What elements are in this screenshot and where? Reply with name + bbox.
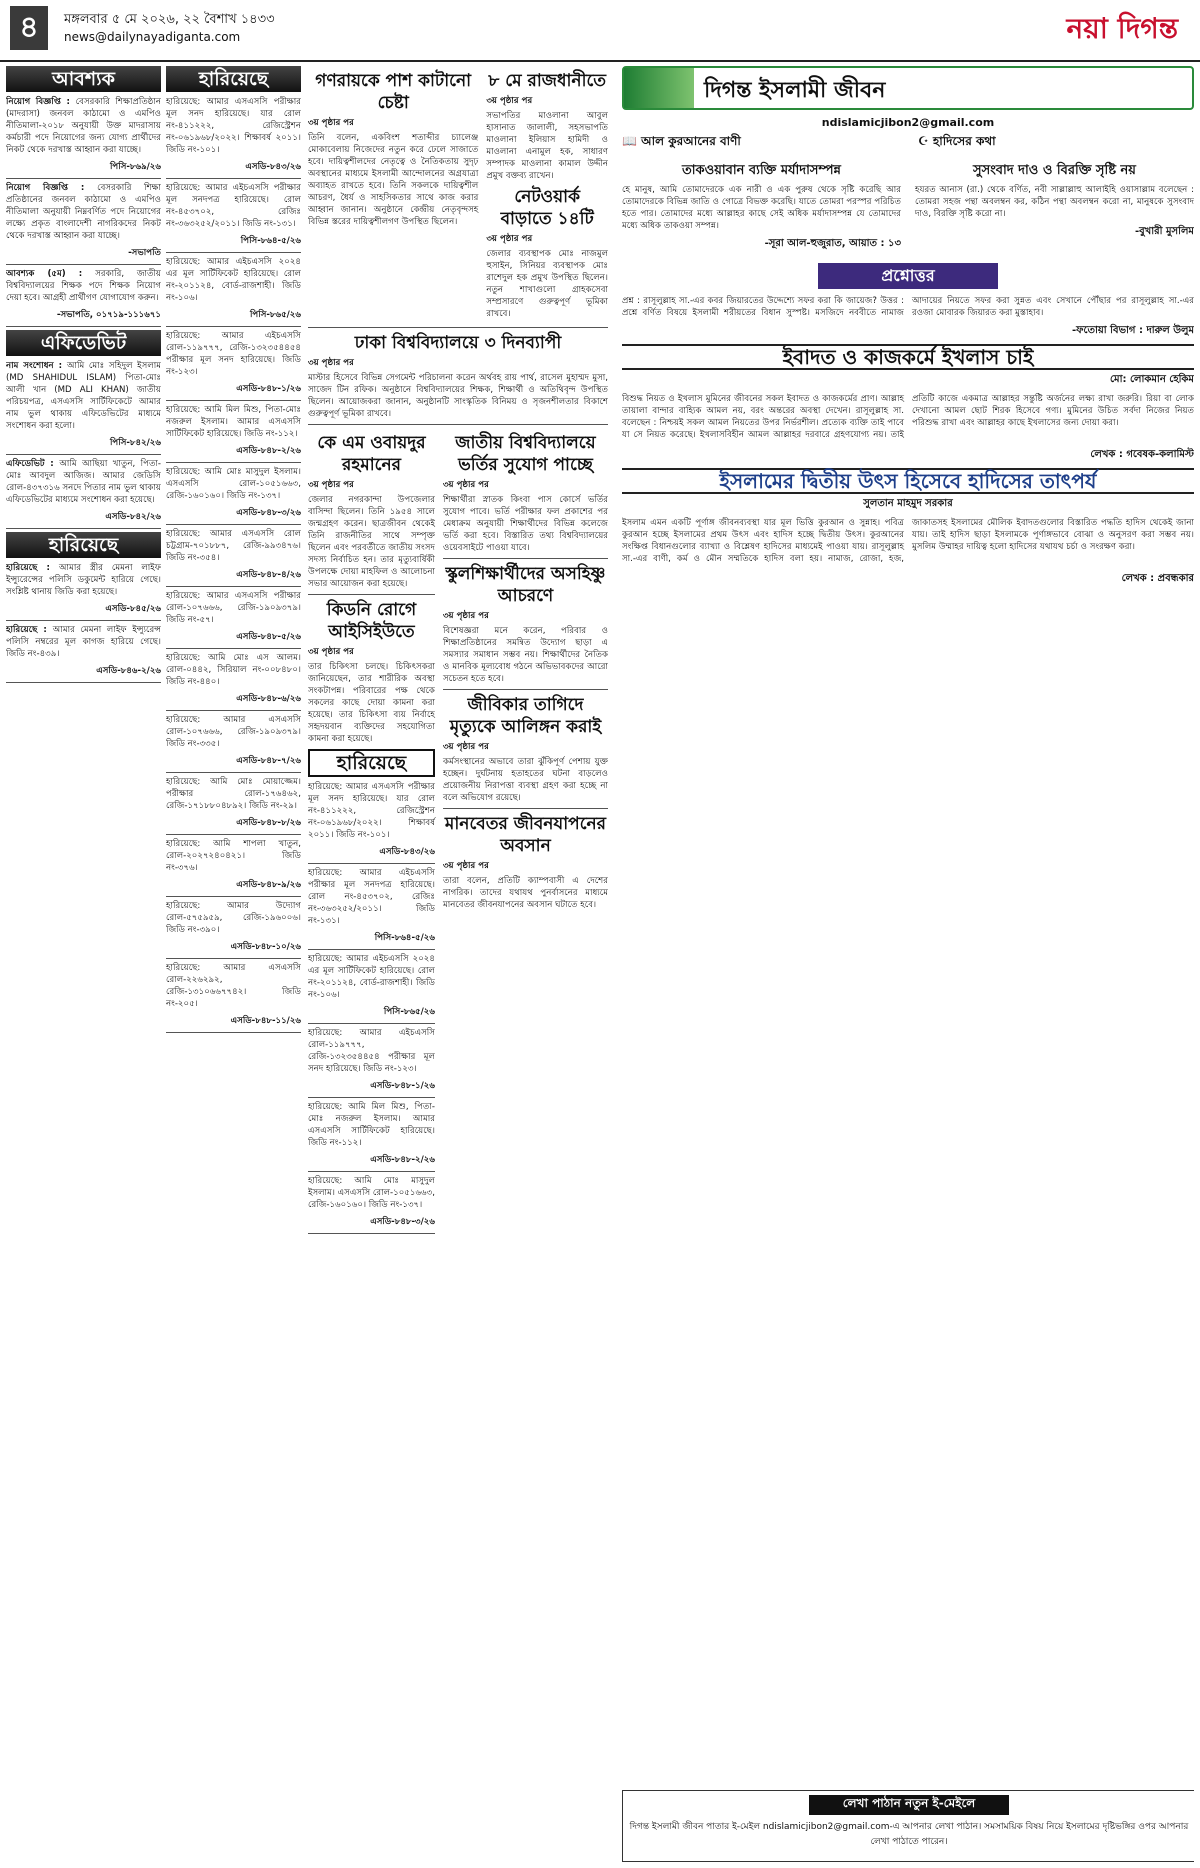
ad-body: হারিয়েছে: আমার এইচএসসি পরীক্ষার মূল সনদপত্র হারিয়েছে। রোল নং-৪৫৩৭০২, রেজিঃ নং-৩৬৩২৫২/২০১১। জিডি নং-১৩১। bbox=[308, 868, 435, 926]
article-title: স্কুলশিক্ষার্থীদের অসহিষ্ণু আচরণে bbox=[445, 564, 606, 606]
ads-lost-3 bbox=[308, 781, 435, 1234]
ad-signature: পিসি-৮৪২/২৬ bbox=[109, 438, 161, 448]
article-title: ইবাদত ও কাজকর্মে ইখলাস চাই bbox=[622, 344, 1194, 370]
ad-signature: এসডি-৮৪৮-১/২৬ bbox=[370, 1081, 435, 1091]
ad-body: হারিয়েছে: আমার উদ্যোগ রোল-৫৭৫৯৫৯, রেজি-১৯৬০০৬। জিডি নং-৩৯০। bbox=[166, 901, 301, 935]
ad-item bbox=[6, 182, 161, 242]
ad-signature: পিসি-৮৬৪-৫/২৬ bbox=[240, 236, 301, 246]
ad-signature: এসডি-৮৪২/২৬ bbox=[105, 512, 161, 522]
article-body: তার চিকিৎসা চলছে। চিকিৎসকরা জানিয়েছেন, তার শারীরিক অবস্থা সংকটাপন্ন। পরিবারের পক্ষ থেকে সকলের কাছে দোয়া কামনা করা হয়েছে। তার চিকিৎসা ব্যয় নির্বাহে সহৃদয়বান ব্যক্তিদের সহযোগিতা কামনা করা হয়েছে। bbox=[308, 662, 435, 744]
ad-item bbox=[166, 182, 301, 230]
ad-signature: পিসি-৮৬৫/২৬ bbox=[249, 310, 301, 320]
heading-affidavit: এফিডেভিট bbox=[6, 330, 161, 356]
article-body: জেলার নগরকান্দা উপজেলার বাসিন্দা ছিলেন। তিনি ১৯৫৪ সালে জন্মগ্রহণ করেন। ছাত্রজীবন থেকেই তিনি রাজনীতির সাথে সম্পৃক্ত ছিলেন এবং পরবর্তীতে জাতীয় সংসদ সদস্য নির্বাচিত হন। তার মৃত্যুবার্ষিকী উপলক্ষে দোয়া মাহফিল ও আলোচনা সভার আয়োজন করা হয়েছে। bbox=[308, 495, 435, 589]
page-header bbox=[0, 0, 1200, 62]
article-body: সভাপতির মাওলানা আবুল হাসানাত জালালী, সহসভাপতি মাওলানা ইলিয়াস হামিদী ও মাওলানা এনামুল হক, সাধারণ সম্পাদক মাওলানা কামাল উদ্দীন প্রমুখ বক্তব্য রাখেন। bbox=[486, 111, 608, 181]
ad-item bbox=[6, 268, 161, 304]
article-body: ইসলাম এমন একটি পূর্ণাঙ্গ জীবনব্যবস্থা যার মূল ভিত্তি কুরআন ও সুন্নাহ। পবিত্র কুরআন হচ্ছে ইসলামের প্রথম উৎস এবং হাদিস হচ্ছে দ্বিতীয় উৎস। কুরআনের সংক্ষিপ্ত বিধানগুলোর ব্যাখ্যা ও বিশ্লেষণ হাদিসের মাধ্যমেই পাওয়া যায়। রাসূলুল্লাহ সা.-এর বাণী, কর্ম ও মৌন সম্মতিকে হাদিস বলা হয়। নামাজ, রোজা, হজ, জাকাতসহ ইসলামের মৌলিক ইবাদতগুলোর বিস্তারিত পদ্ধতি হাদিস থেকেই জানা যায়। তাই হাদিস ছাড়া ইসলামকে পূর্ণাঙ্গভাবে বোঝা ও অনুসরণ করা সম্ভব নয়। মুসলিম উম্মাহর দায়িত্ব হলো হাদিসের যথাযথ চর্চা ও সংরক্ষণ করা। bbox=[622, 518, 1194, 564]
quran-label: 📖 আল কুরআনের বাণী bbox=[622, 134, 741, 148]
article-continuation: ৩য় পৃষ্ঠার পর bbox=[442, 480, 489, 490]
article-title: নেটওয়ার্ক বাড়াতে ১৪টি bbox=[500, 187, 594, 229]
ad-body: সরকারি, জাতীয় বিশ্ববিদ্যালয়ের শিক্ষক পদে শিক্ষক নিয়োগ দেয়া হবে। আগ্রহী প্রার্থীগণ যোগাযোগ করুন। bbox=[6, 269, 161, 303]
article-title: জীবিকার তাগিদে মৃত্যুকে আলিঙ্গন করাই bbox=[449, 695, 602, 737]
section-banner bbox=[622, 66, 1194, 110]
ad-title: নিয়োগ বিজ্ঞপ্তি : bbox=[6, 97, 76, 107]
ad-body: হারিয়েছে: আমি মোঃ মাসুদুল ইসলাম। এসএসসি রোল-১০৫১৬৬৩, রেজি-১৬০১৬০। জিডি নং-১৩৭। bbox=[308, 1176, 435, 1210]
ad-signature: এসডি-৮৪৩/২৬ bbox=[379, 847, 435, 857]
news-column bbox=[308, 66, 608, 1862]
ad-signature: এসডি-৮৪৩/২৬ bbox=[245, 162, 301, 172]
quran-box bbox=[622, 157, 901, 257]
section-title: দিগন্ত ইসলামী জীবন bbox=[704, 78, 886, 103]
ad-item bbox=[6, 360, 161, 432]
ad-body: হারিয়েছে: আমার এসএসসি রোল-১০৭৬৬৬, রেজি-১৯০৯৩৭৯। জিডি নং-৩৩৫। bbox=[166, 715, 301, 749]
news-right-2 bbox=[443, 428, 608, 1237]
qa-title: প্রশ্নোত্তর bbox=[818, 263, 998, 289]
page-number: ৪ bbox=[10, 6, 48, 50]
news-left-2 bbox=[308, 428, 435, 1237]
heading-lost-1: হারিয়েছে bbox=[6, 532, 161, 558]
heading-abossok: আবশ্যক bbox=[6, 66, 161, 92]
ad-body: আমি মোঃ সহিদুল ইসলাম (MD SHAHIDUL ISLAM) পিতা-মোঃ আলী খান (MD ALI KHAN) জাতীয় পরিচয়পত্র, এসএসসি সার্টিফিকেটে আমার নাম ভুল থাকায় এফিডেভিটের মাধ্যমে সংশোধন করা হলো। bbox=[6, 361, 161, 431]
news-right bbox=[486, 66, 608, 324]
classified-column-1 bbox=[6, 66, 161, 1862]
ad-item bbox=[166, 590, 301, 626]
ad-item bbox=[166, 962, 301, 1010]
article-author: সুলতান মাহমুদ সরকার bbox=[863, 498, 953, 509]
ad-signature: এসডি-৮৪৮-৮/২৬ bbox=[236, 818, 301, 828]
ad-item bbox=[166, 256, 301, 304]
ad-item bbox=[166, 714, 301, 750]
article-body: তারা বলেন, প্রতিটি ক্যাম্পবাসী এ দেশের নাগরিক। তাদের যথাযথ পুনর্বাসনের মাধ্যমে মানবেতর জীবনযাপনের অবসান ঘটাতে হবে। bbox=[442, 876, 608, 910]
ad-item bbox=[308, 867, 435, 927]
ad-item bbox=[166, 330, 301, 378]
ad-body: হারিয়েছে: আমি মোঃ মাসুদুল ইসলাম। এসএসসি রোল-১০৫১৬৬৩, রেজি-১৬০১৬০। জিডি নং-১৩৭। bbox=[166, 467, 301, 501]
article-title: ৮ মে রাজধানীতে bbox=[488, 71, 607, 91]
section-email: ndislamicjibon2@gmail.com bbox=[821, 116, 995, 129]
newspaper-logo bbox=[1010, 4, 1180, 50]
ad-body: হারিয়েছে: আমার এইচএসসি ২০২৪ এর মূল সার্টিফিকেট হারিয়েছে। রোল নং-২০১১২৪, বোর্ড-রাজশাহী। জিডি নং-১০৬। bbox=[166, 257, 301, 303]
article-title: মানবেতর জীবনযাপনের অবসান bbox=[444, 814, 607, 856]
ad-signature: এসডি-৮৪৮-৩/২৬ bbox=[236, 508, 301, 518]
ad-item bbox=[308, 1027, 435, 1075]
ad-item bbox=[166, 900, 301, 936]
ad-title: এফিডেভিট : bbox=[6, 459, 60, 469]
article-title: ইসলামের দ্বিতীয় উৎস হিসেবে হাদিসের তাৎপর্য bbox=[622, 468, 1194, 494]
quran-heading: তাকওয়াবান ব্যক্তি মর্যাদাসম্পন্ন bbox=[682, 163, 841, 178]
ad-item bbox=[166, 838, 301, 874]
article-continuation: ৩য় পৃষ্ঠার পর bbox=[442, 861, 489, 871]
ad-item bbox=[166, 776, 301, 812]
ad-body: হারিয়েছে: আমি মোঃ মোয়াজ্জেম। পরীক্ষার রোল-১৭৬৪৬২, রেজি-১৭১৮৮০৪৮৯২। জিডি নং-২৯। bbox=[166, 777, 301, 811]
ad-signature: পিসি-৮৬৯/২৬ bbox=[109, 162, 161, 172]
ad-title: নাম সংশোধন : bbox=[6, 361, 67, 371]
heading-lost-2: হারিয়েছে bbox=[166, 66, 301, 92]
ad-body: হারিয়েছে: আমি মোঃ এস আলম। রোল-০৪৪২, সিরিয়াল নং-০০৮৪৮০। জিডি নং-৪৪০। bbox=[166, 653, 301, 687]
article-body: শিক্ষার্থীরা স্নাতক কিংবা পাস কোর্সে ভর্তির সুযোগ পাবে। ভর্তি পরীক্ষার ফল প্রকাশের পর মেধাক্রম অনুযায়ী শিক্ষার্থীদের বিভিন্ন কলেজে ভর্তি করা হবে। বিস্তারিত তথ্য বিশ্ববিদ্যালয়ের ওয়েবসাইটে পাওয়া যাবে। bbox=[442, 495, 608, 553]
ad-signature: -সভাপতি, ০১৭১৯-১১১৬৭১ bbox=[56, 310, 161, 320]
ad-title: আবশ্যক (৫ম) : bbox=[6, 269, 96, 279]
article-title: ঢাকা বিশ্ববিদ্যালয়ে ৩ দিনব্যাপী bbox=[354, 333, 562, 353]
ad-body: হারিয়েছে: আমার এইচএসসি রোল-১১৯৭৭৭, রেজি-১৩২৩৫৪৪৫৪ পরীক্ষার মূল সনদ হারিয়েছে। জিডি নং-১২৩। bbox=[166, 331, 301, 377]
ad-body: বেসরকারি শিক্ষা প্রতিষ্ঠানের জনবল কাঠামো ও এমপিও নীতিমালা অনুযায়ী নিম্নবর্ণিত পদে নিয়োগের লক্ষ্যে প্রকৃত বাংলাদেশী নাগরিকদের নিকট থেকে দরখাস্ত আহ্বান করা যাচ্ছে। bbox=[6, 183, 161, 241]
ad-signature: এসডি-৮৪৮-২/২৬ bbox=[236, 446, 301, 456]
hadith-label: ☪ হাদিসের কথা bbox=[918, 134, 996, 148]
classified-column-2 bbox=[166, 66, 301, 1862]
article-continuation: ৩য় পৃষ্ঠার পর bbox=[486, 96, 533, 106]
ad-item bbox=[6, 562, 161, 598]
ad-body: আমার স্ত্রীর মেমনা লাইফ ইন্স্যুরেন্সের পলিসি ডকুমেন্ট হারিয়ে গেছে। সংশ্লিষ্ট থানায় জিডি করা হয়েছে। bbox=[6, 563, 161, 597]
ads-abossok bbox=[6, 96, 161, 327]
article-body: জেলার ব্যবস্থাপক মোঃ নাজমুল হুসাইন, সিনিয়র ব্যবস্থাপক মোঃ রাশেদুল হক প্রমুখ উপস্থিত ছিলেন। নতুন শাখাগুলো গ্রাহকসেবা সম্প্রসারণে গুরুত্বপূর্ণ ভূমিকা রাখবে। bbox=[486, 249, 608, 319]
ad-signature: এসডি-৮৪৮-৩/২৬ bbox=[370, 1217, 435, 1227]
ad-body: হারিয়েছে: আমার এইচএসসি পরীক্ষার মূল সনদপত্র হারিয়েছে। রোল নং-৪৫৩৭০২, রেজিঃ নং-৩৬৩২৫২/২০১১। জিডি নং-১৩১। bbox=[166, 183, 301, 229]
ads-lost-1 bbox=[6, 562, 161, 683]
ad-body: হারিয়েছে: আমার এসএসসি রোল চট্টগ্রাম-৭০১৮৮৭, রেজি-৯৯৩৪৭৬। জিডি নং-৩৫৪। bbox=[166, 529, 301, 563]
ad-item bbox=[308, 1175, 435, 1211]
ad-title: হারিয়েছে : bbox=[6, 563, 60, 573]
article-continuation: ৩য় পৃষ্ঠার পর bbox=[308, 480, 354, 490]
ad-item bbox=[6, 624, 161, 660]
ad-signature: এসডি-৮৪৮-১০/২৬ bbox=[230, 942, 301, 952]
islamic-life-section bbox=[622, 66, 1194, 1862]
ad-body: আমি আছিয়া খাতুন, পিতা-মোঃ আবদুল আজিজ। আমার জেডিসি রোল-৪৩৭৩১৬ সনদে পিতার নাম ভুল থাকায় এফিডেভিটের মাধ্যমে সংশোধন করা হয়েছে। bbox=[6, 459, 161, 505]
ad-signature: পিসি-৮৬৪-৫/২৬ bbox=[374, 933, 435, 943]
ad-item bbox=[308, 1101, 435, 1149]
ad-signature: এসডি-৮৪৬-২/২৬ bbox=[96, 666, 161, 676]
ad-body: হারিয়েছে: আমার এইচএসসি ২০২৪ এর মূল সার্টিফিকেট হারিয়েছে। রোল নং-২০১১২৪, বোর্ড-রাজশাহী। জিডি নং-১০৬। bbox=[308, 954, 435, 1000]
ad-item bbox=[166, 404, 301, 440]
article-body: মাস্টার হিসেবে বিভিন্ন সেগমেন্ট পরিচালনা করেন অর্থবহ রায় পার্থ, রাসেল মুহাম্মদ মুসা, সাজেদ টিন রফিক। অনুষ্ঠানে বিশ্ববিদ্যালয়ের শিক্ষক, শিক্ষার্থী ও অতিথিবৃন্দ উপস্থিত ছিলেন। আয়োজকরা জানান, অনুষ্ঠানটি সাংস্কৃতিক বিনিময় ও সৃজনশীলতার বিকাশে গুরুত্বপূর্ণ ভূমিকা রাখবে। bbox=[308, 373, 608, 419]
qa-body: প্রশ্ন : রাসূলুল্লাহ সা.-এর কবর জিয়ারতের উদ্দেশ্যে সফর করা কি জায়েজ? উত্তর : প্রশ্নে বর্ণিত বিষয়ে ইসলামী শরীয়তের বিধান সুস্পষ্ট। মসজিদে নববীতে নামাজ আদায়ের নিয়তে সফর করা সুন্নত এবং সেখানে পৌঁছার পর রাসূলুল্লাহ সা.-এর রওজা মোবারক জিয়ারত করা মুস্তাহাব। bbox=[622, 296, 1194, 318]
ad-signature: এসডি-৮৪৫/২৬ bbox=[105, 604, 161, 614]
footer-body: দিগন্ত ইসলামী জীবন পাতার ই-মেইল ndislamicjibon2@gmail.com-এ আপনার লেখা পাঠান। সমসাময়িক বিষয় নিয়ে ইসলামের দৃষ্টিভঙ্গির ওপর আপনার লেখা পাঠাতে পারেন। bbox=[629, 1822, 1189, 1847]
article-author: মো: লোকমান হেকিম bbox=[1109, 374, 1194, 385]
article-continuation: ৩য় পৃষ্ঠার পর bbox=[308, 118, 354, 128]
ad-body: হারিয়েছে: আমি মিল মিশু, পিতা-মোঃ নজরুল ইসলাম। আমার এসএসসি সার্টিফিকেট হারিয়েছে। জিডি নং-১১২। bbox=[308, 1102, 435, 1148]
ad-signature: এসডি-৮৪৮-৯/২৬ bbox=[236, 880, 301, 890]
heading-lost-3: হারিয়েছে bbox=[308, 749, 435, 777]
ad-signature: এসডি-৮৪৮-৪/২৬ bbox=[236, 570, 301, 580]
article-body: বিশুদ্ধ নিয়ত ও ইখলাস মুমিনের জীবনের সকল ইবাদত ও কাজকর্মের প্রাণ। আল্লাহ তায়ালা বান্দার বাহ্যিক আমল নয়, বরং অন্তরের অবস্থা দেখেন। রাসূলুল্লাহ সা. বলেছেন : নিশ্চয়ই সকল আমল নিয়তের উপর নির্ভরশীল। প্রত্যেক ব্যক্তি তাই পাবে যা সে নিয়ত করেছে। ইখলাসবিহীন আমল আল্লাহর দরবারে গ্রহণযোগ্য নয়। তাই প্রতিটি কাজে একমাত্র আল্লাহর সন্তুষ্টি অর্জনের লক্ষ্য রাখা জরুরি। রিয়া বা লোক দেখানো আমল ছোট শিরক হিসেবে গণ্য। মুমিনের উচিত সর্বদা নিজের নিয়ত পরিশুদ্ধ রাখা এবং আল্লাহর কাছে ইখলাসের জন্য দোয়া করা। bbox=[622, 394, 1194, 440]
ad-signature: এসডি-৮৪৮-২/২৬ bbox=[370, 1155, 435, 1165]
article-title: জাতীয় বিশ্ববিদ্যালয়ে ভর্তির সুযোগ পাচ্ছে bbox=[455, 433, 596, 475]
ad-signature: এসডি-৮৪৮-৬/২৬ bbox=[236, 694, 301, 704]
news-left bbox=[308, 66, 478, 324]
ad-item bbox=[166, 652, 301, 688]
ad-signature: এসডি-৮৪৮-১/২৬ bbox=[236, 384, 301, 394]
ad-body: হারিয়েছে: আমার এইচএসসি রোল-১১৯৭৭৭, রেজি-১৩২৩৫৪৪৫৪ পরীক্ষার মূল সনদ হারিয়েছে। জিডি নং-১২৩। bbox=[308, 1028, 435, 1074]
article-continuation: ৩য় পৃষ্ঠার পর bbox=[308, 358, 354, 368]
article-continuation: ৩য় পৃষ্ঠার পর bbox=[486, 234, 533, 244]
ad-signature: এসডি-৮৪৮-১১/২৬ bbox=[230, 1016, 301, 1026]
ad-body: হারিয়েছে: আমি শাপলা খাতুন, রোল-২০২৭২৪০৪২১। জিডি নং-৩৭৬। bbox=[166, 839, 301, 873]
ad-item bbox=[166, 528, 301, 564]
article-byline: লেখক : প্রবন্ধকার bbox=[1121, 573, 1194, 584]
hadith-box bbox=[915, 157, 1194, 257]
ad-item bbox=[308, 781, 435, 841]
qa-ref: -ফতোয়া বিভাগ : দারুল উলুম bbox=[1072, 325, 1194, 336]
submit-writing-box bbox=[622, 1790, 1194, 1862]
ad-signature: পিসি-৮৬৫/২৬ bbox=[383, 1007, 435, 1017]
article-continuation: ৩য় পৃষ্ঠার পর bbox=[442, 742, 489, 752]
ad-title: হারিয়েছে : bbox=[6, 625, 53, 635]
ad-signature: এসডি-৮৪৮-৭/২৬ bbox=[236, 756, 301, 766]
ad-signature: -সভাপতি bbox=[128, 248, 161, 258]
ads-lost-2 bbox=[166, 96, 301, 1033]
ad-item bbox=[6, 96, 161, 156]
quran-body: হে মানুষ, আমি তোমাদেরকে এক নারী ও এক পুরুষ থেকে সৃষ্টি করেছি আর তোমাদেরকে বিভিন্ন জাতি ও গোত্রে বিভক্ত করেছি। যাতে তোমরা পরস্পর পরিচিত হতে পার। তোমাদের মধ্যে আল্লাহর কাছে সেই অধিক মর্যাদাসম্পন্ন যে তোমাদের মধ্যে অধিক তাকওয়া সম্পন্ন। bbox=[622, 185, 901, 231]
article-continuation: ৩য় পৃষ্ঠার পর bbox=[442, 611, 489, 621]
quran-ref: -সূরা আল-হুজুরাত, আয়াত : ১৩ bbox=[764, 238, 901, 249]
news-email: news@dailynayadiganta.com bbox=[64, 30, 241, 44]
issue-date: মঙ্গলবার ৫ মে ২০২৬, ২২ বৈশাখ ১৪৩৩ bbox=[64, 12, 275, 27]
article-body: কর্মসংস্থানের অভাবে তারা ঝুঁকিপূর্ণ পেশায় যুক্ত হচ্ছেন। দুর্ঘটনায় হতাহতের ঘটনা বাড়লেও প্রয়োজনীয় নিরাপত্তা ব্যবস্থা গ্রহণ করা হচ্ছে না বলে অভিযোগ রয়েছে। bbox=[442, 757, 608, 803]
ad-body: হারিয়েছে: আমার এসএসসি পরীক্ষার রোল-১০৭৬৬৬, রেজি-১৯০৯৩৭৯। জিডি নং-৫৭। bbox=[166, 591, 301, 625]
hadith-body: হযরত আনাস (রা.) থেকে বর্ণিত, নবী সাল্লাল্লাহু আলাইহি ওয়াসাল্লাম বলেছেন : তোমরা সহজ পন্থা অবলম্বন কর, কঠিন পন্থা অবলম্বন করো না, মানুষকে সুসংবাদ দাও, বিরক্তি সৃষ্টি করো না। bbox=[915, 185, 1194, 219]
footer-heading: লেখা পাঠান নতুন ই-মেইলে bbox=[809, 1795, 1009, 1815]
ad-body: হারিয়েছে: আমার এসএসসি রোল-২২৬২৯২, রেজি-১৩১০৬৬৭৭৪২। জিডি নং-২০৫। bbox=[166, 963, 301, 1009]
ad-item bbox=[166, 96, 301, 156]
ads-affidavit bbox=[6, 360, 161, 529]
ad-signature: এসডি-৮৪৮-৫/২৬ bbox=[236, 632, 301, 642]
ad-item bbox=[6, 458, 161, 506]
ad-body: বেসরকারি শিক্ষাপ্রতিষ্ঠান (মাদরাসা) জনবল কাঠামো ও এমপিও নীতিমালা-২০১৮ অনুযায়ী উক্ত মাদরাসায় কর্মচারী পদে নিয়োগের জন্য যোগ্য প্রার্থীদের নিকট থেকে দরখাস্ত আহ্বান করা যাচ্ছে। bbox=[6, 97, 161, 155]
ad-body: হারিয়েছে: আমি মিল মিশু, পিতা-মোঃ নজরুল ইসলাম। আমার এসএসসি সার্টিফিকেট হারিয়েছে। জিডি নং-১১২। bbox=[166, 405, 301, 439]
article-body: বিশেষজ্ঞরা মনে করেন, পরিবার ও শিক্ষাপ্রতিষ্ঠানের সমন্বিত উদ্যোগ ছাড়া এ সমস্যার সমাধান সম্ভব নয়। শিক্ষার্থীদের নৈতিক ও মানবিক মূল্যবোধ গঠনে অভিভাবকদের আরো সচেতন হতে হবে। bbox=[442, 626, 608, 684]
ad-body: হারিয়েছে: আমার এসএসসি পরীক্ষার মূল সনদ হারিয়েছে। যার রোল নং-৪১১২২২, রেজিস্ট্রেশন নং-০৬১৯৬৮/২০২২। শিক্ষাবর্ষ ২০১১। জিডি নং-১০১। bbox=[308, 782, 435, 840]
logo-text: নয়া দিগন্ত bbox=[1066, 12, 1178, 45]
article-title: কে এম ওবায়দুর রহমানের bbox=[317, 433, 426, 475]
ad-item bbox=[166, 466, 301, 502]
ad-body: হারিয়েছে: আমার এসএসসি পরীক্ষার মূল সনদ হারিয়েছে। যার রোল নং-৪১১২২২, রেজিস্ট্রেশন নং-০৬১৯৬৮/২০২২। শিক্ষাবর্ষ ২০১১। জিডি নং-১০১। bbox=[166, 97, 301, 155]
ad-title: নিয়োগ বিজ্ঞপ্তি : bbox=[6, 183, 98, 193]
hadith-heading: সুসংবাদ দাও ও বিরক্তি সৃষ্টি নয় bbox=[973, 163, 1136, 178]
article-body: তিনি বলেন, একবিংশ শতাব্দীর চ্যালেঞ্জ মোকাবেলায় নিজেদের নতুন করে ঢেলে সাজাতে হবে। দায়িত্বশীলদের নেতৃত্বে ও নৈতিকতায় সুদৃঢ় অবস্থানের মাধ্যমে ইসলামী আন্দোলনের অগ্রযাত্রা অব্যাহত রাখতে হবে। তিনি সকলকে দায়িত্বশীল আচরণ, ধৈর্য ও সাহসিকতার সাথে কাজ করার আহ্বান জানান। অনুষ্ঠানে কেন্দ্রীয় নেতৃবৃন্দসহ বিভিন্ন স্তরের দায়িত্বশীলগণ উপস্থিত ছিলেন। bbox=[308, 133, 479, 227]
hadith-ref: -বুখারী মুসলিম bbox=[1134, 226, 1194, 237]
article-title: কিডনি রোগে আইসিইউতে bbox=[326, 600, 417, 642]
ad-body: আমার মেমনা লাইফ ইন্স্যুরেন্স পলিসি নম্বরের মূল কাগজ হারিয়ে গেছে। জিডি নং-৪৩৯। bbox=[6, 625, 161, 659]
ad-item bbox=[308, 953, 435, 1001]
article-continuation: ৩য় পৃষ্ঠার পর bbox=[308, 647, 354, 657]
mosque-banner-icon bbox=[624, 68, 694, 108]
article-byline: লেখক : গবেষক-কলামিস্ট bbox=[1090, 449, 1194, 460]
article-title: গণরায়কে পাশ কাটানো চেষ্টা bbox=[315, 71, 472, 113]
